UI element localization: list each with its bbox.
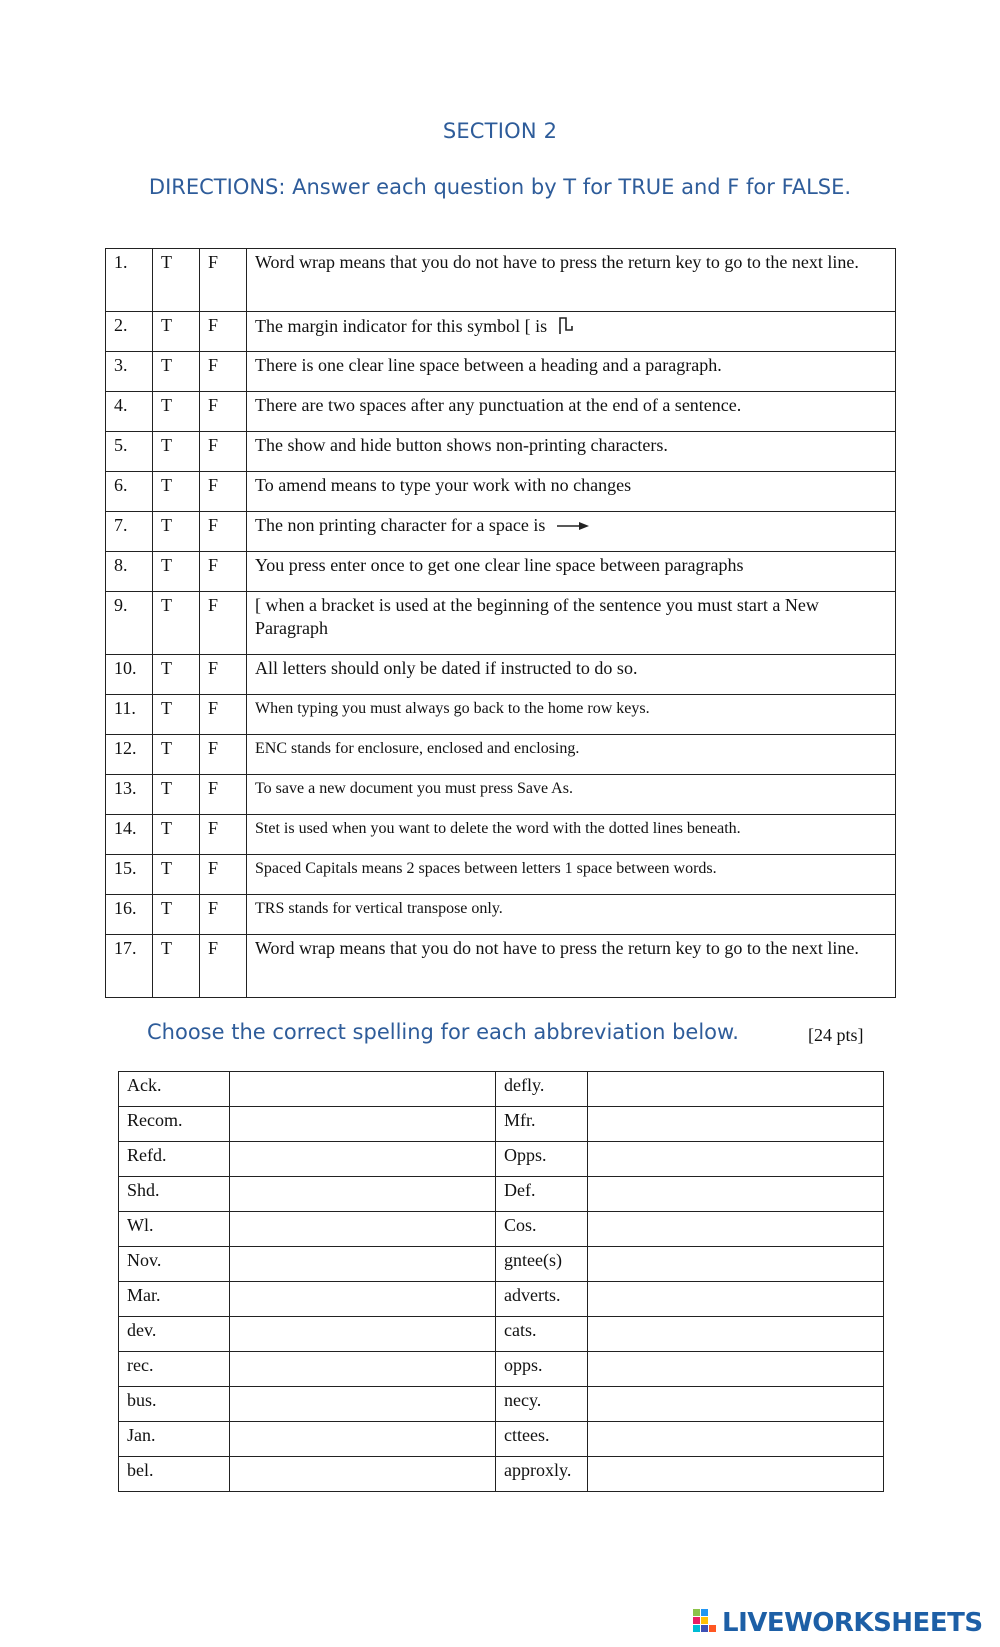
abbreviation-left: Recom. — [119, 1107, 230, 1142]
answer-field-right[interactable] — [588, 1247, 884, 1282]
abbreviation-right: gntee(s) — [496, 1247, 588, 1282]
false-option[interactable]: F — [200, 512, 247, 552]
answer-field-left[interactable] — [230, 1072, 496, 1107]
answer-field-right[interactable] — [588, 1107, 884, 1142]
question-number: 4. — [106, 392, 153, 432]
question-row — [106, 775, 896, 815]
abbreviation-left: bus. — [119, 1387, 230, 1422]
answer-field-left[interactable] — [230, 1352, 496, 1387]
question-text: To save a new document you must press Save As. — [247, 775, 896, 815]
question-row — [106, 695, 896, 735]
question-row — [106, 392, 896, 432]
false-option[interactable]: F — [200, 472, 247, 512]
question-row — [106, 512, 896, 552]
brand-name: LIVEWORKSHEETS — [722, 1608, 983, 1638]
question-text-cell — [247, 512, 896, 552]
answer-field-right[interactable] — [588, 1072, 884, 1107]
answer-field-right[interactable] — [588, 1212, 884, 1247]
question-row — [106, 352, 896, 392]
question-text: There are two spaces after any punctuation at the end of a sentence. — [247, 392, 896, 432]
true-option[interactable]: T — [153, 512, 200, 552]
question-row — [106, 735, 896, 775]
false-option[interactable]: F — [200, 655, 247, 695]
abbreviation-right: Cos. — [496, 1212, 588, 1247]
question-text: The non printing character for a space is — [255, 515, 546, 535]
abbreviation-right: Def. — [496, 1177, 588, 1212]
liveworksheets-brand — [692, 1608, 983, 1638]
abbreviations-table — [118, 1071, 884, 1492]
question-row — [106, 655, 896, 695]
question-text: When typing you must always go back to the home row keys. — [247, 695, 896, 735]
answer-field-left[interactable] — [230, 1282, 496, 1317]
answer-field-right[interactable] — [588, 1352, 884, 1387]
liveworksheets-logo-icon — [692, 1608, 718, 1639]
abbreviation-right: approxly. — [496, 1457, 588, 1492]
false-option[interactable]: F — [200, 552, 247, 592]
question-number: 10. — [106, 655, 153, 695]
question-row — [106, 472, 896, 512]
question-row — [106, 592, 896, 655]
true-option[interactable]: T — [153, 895, 200, 935]
question-number: 1. — [106, 249, 153, 312]
true-option[interactable]: T — [153, 249, 200, 312]
true-option[interactable]: T — [153, 655, 200, 695]
question-text: [ when a bracket is used at the beginning of the sentence you must start a New Paragraph — [247, 592, 896, 655]
abbreviation-left: rec. — [119, 1352, 230, 1387]
true-option[interactable]: T — [153, 312, 200, 352]
question-text: All letters should only be dated if instructed to do so. — [247, 655, 896, 695]
question-number: 2. — [106, 312, 153, 352]
answer-field-left[interactable] — [230, 1177, 496, 1212]
answer-field-left[interactable] — [230, 1107, 496, 1142]
true-option[interactable]: T — [153, 735, 200, 775]
question-text: Spaced Capitals means 2 spaces between letters 1 space between words. — [247, 855, 896, 895]
question-text: TRS stands for vertical transpose only. — [247, 895, 896, 935]
question-text: The show and hide button shows non-printing characters. — [247, 432, 896, 472]
answer-field-left[interactable] — [230, 1142, 496, 1177]
section-title: SECTION 2 — [442, 119, 558, 143]
question-number: 5. — [106, 432, 153, 472]
question-text: The margin indicator for this symbol [ is — [255, 316, 548, 337]
abbreviations-heading: Choose the correct spelling for each abbreviation below. — [147, 1020, 739, 1044]
true-option[interactable]: T — [153, 552, 200, 592]
true-option[interactable]: T — [153, 472, 200, 512]
question-number: 7. — [106, 512, 153, 552]
abbreviation-row — [119, 1142, 884, 1177]
question-text: Stet is used when you want to delete the word with the dotted lines beneath. — [247, 815, 896, 855]
question-number: 16. — [106, 895, 153, 935]
question-text-cell — [247, 312, 896, 352]
question-row — [106, 312, 896, 352]
question-text: Word wrap means that you do not have to press the return key to go to the next line. — [247, 935, 896, 998]
question-row — [106, 815, 896, 855]
question-row — [106, 895, 896, 935]
abbreviation-row — [119, 1107, 884, 1142]
false-option[interactable]: F — [200, 895, 247, 935]
false-option[interactable]: F — [200, 352, 247, 392]
abbreviation-row — [119, 1072, 884, 1107]
abbreviation-right: defly. — [496, 1072, 588, 1107]
question-row — [106, 855, 896, 895]
answer-field-right[interactable] — [588, 1177, 884, 1212]
question-row — [106, 552, 896, 592]
answer-field-left[interactable] — [230, 1317, 496, 1352]
question-number: 15. — [106, 855, 153, 895]
abbreviation-row — [119, 1247, 884, 1282]
abbreviation-right: cats. — [496, 1317, 588, 1352]
abbreviation-right: adverts. — [496, 1282, 588, 1317]
abbreviation-row — [119, 1282, 884, 1317]
answer-field-left[interactable] — [230, 1422, 496, 1457]
answer-field-left[interactable] — [230, 1212, 496, 1247]
question-number: 11. — [106, 695, 153, 735]
answer-field-left[interactable] — [230, 1387, 496, 1422]
abbreviation-row — [119, 1352, 884, 1387]
true-option[interactable]: T — [153, 695, 200, 735]
question-row — [106, 432, 896, 472]
new-paragraph-symbol-icon — [557, 314, 577, 342]
abbreviation-row — [119, 1422, 884, 1457]
abbreviation-left: Refd. — [119, 1142, 230, 1177]
true-option[interactable]: T — [153, 775, 200, 815]
answer-field-left[interactable] — [230, 1247, 496, 1282]
answer-field-right[interactable] — [588, 1457, 884, 1492]
answer-field-right[interactable] — [588, 1142, 884, 1177]
answer-field-left[interactable] — [230, 1457, 496, 1492]
question-text: ENC stands for enclosure, enclosed and enclosing. — [247, 735, 896, 775]
abbreviation-left: Shd. — [119, 1177, 230, 1212]
abbreviation-left: Jan. — [119, 1422, 230, 1457]
abbreviation-right: cttees. — [496, 1422, 588, 1457]
answer-field-right[interactable] — [588, 1317, 884, 1352]
true-option[interactable]: T — [153, 352, 200, 392]
true-option[interactable]: T — [153, 935, 200, 998]
abbreviation-left: Nov. — [119, 1247, 230, 1282]
question-number: 13. — [106, 775, 153, 815]
question-text: Word wrap means that you do not have to press the return key to go to the next line. — [247, 249, 896, 312]
answer-field-right[interactable] — [588, 1422, 884, 1457]
points-label: [24 pts] — [808, 1025, 864, 1045]
abbreviation-left: Ack. — [119, 1072, 230, 1107]
question-number: 9. — [106, 592, 153, 655]
true-option[interactable]: T — [153, 592, 200, 655]
question-row — [106, 935, 896, 998]
false-option[interactable]: F — [200, 815, 247, 855]
question-number: 8. — [106, 552, 153, 592]
true-option[interactable]: T — [153, 392, 200, 432]
abbreviation-right: opps. — [496, 1352, 588, 1387]
false-option[interactable]: F — [200, 312, 247, 352]
false-option[interactable]: F — [200, 432, 247, 472]
abbreviation-left: Wl. — [119, 1212, 230, 1247]
false-option[interactable]: F — [200, 735, 247, 775]
question-number: 14. — [106, 815, 153, 855]
question-number: 12. — [106, 735, 153, 775]
abbreviation-row — [119, 1177, 884, 1212]
abbreviation-row — [119, 1212, 884, 1247]
false-option[interactable]: F — [200, 935, 247, 998]
false-option[interactable]: F — [200, 249, 247, 312]
false-option[interactable]: F — [200, 695, 247, 735]
question-number: 17. — [106, 935, 153, 998]
true-false-table — [105, 248, 896, 998]
abbreviation-right: Mfr. — [496, 1107, 588, 1142]
abbreviation-row — [119, 1317, 884, 1352]
abbreviation-left: Mar. — [119, 1282, 230, 1317]
true-option[interactable]: T — [153, 432, 200, 472]
abbreviation-row — [119, 1387, 884, 1422]
true-option[interactable]: T — [153, 855, 200, 895]
answer-field-right[interactable] — [588, 1387, 884, 1422]
abbreviation-right: necy. — [496, 1387, 588, 1422]
abbreviation-right: Opps. — [496, 1142, 588, 1177]
question-row — [106, 249, 896, 312]
false-option[interactable]: F — [200, 855, 247, 895]
answer-field-right[interactable] — [588, 1282, 884, 1317]
abbreviation-left: dev. — [119, 1317, 230, 1352]
abbreviation-left: bel. — [119, 1457, 230, 1492]
question-number: 6. — [106, 472, 153, 512]
false-option[interactable]: F — [200, 392, 247, 432]
abbreviation-row — [119, 1457, 884, 1492]
question-text: There is one clear line space between a heading and a paragraph. — [247, 352, 896, 392]
question-text: You press enter once to get one clear line space between paragraphs — [247, 552, 896, 592]
false-option[interactable]: F — [200, 775, 247, 815]
space-arrow-icon — [555, 515, 591, 538]
question-text: To amend means to type your work with no changes — [247, 472, 896, 512]
false-option[interactable]: F — [200, 592, 247, 655]
directions-text: DIRECTIONS: Answer each question by T for TRUE and F for FALSE. — [148, 175, 852, 199]
true-option[interactable]: T — [153, 815, 200, 855]
question-number: 3. — [106, 352, 153, 392]
